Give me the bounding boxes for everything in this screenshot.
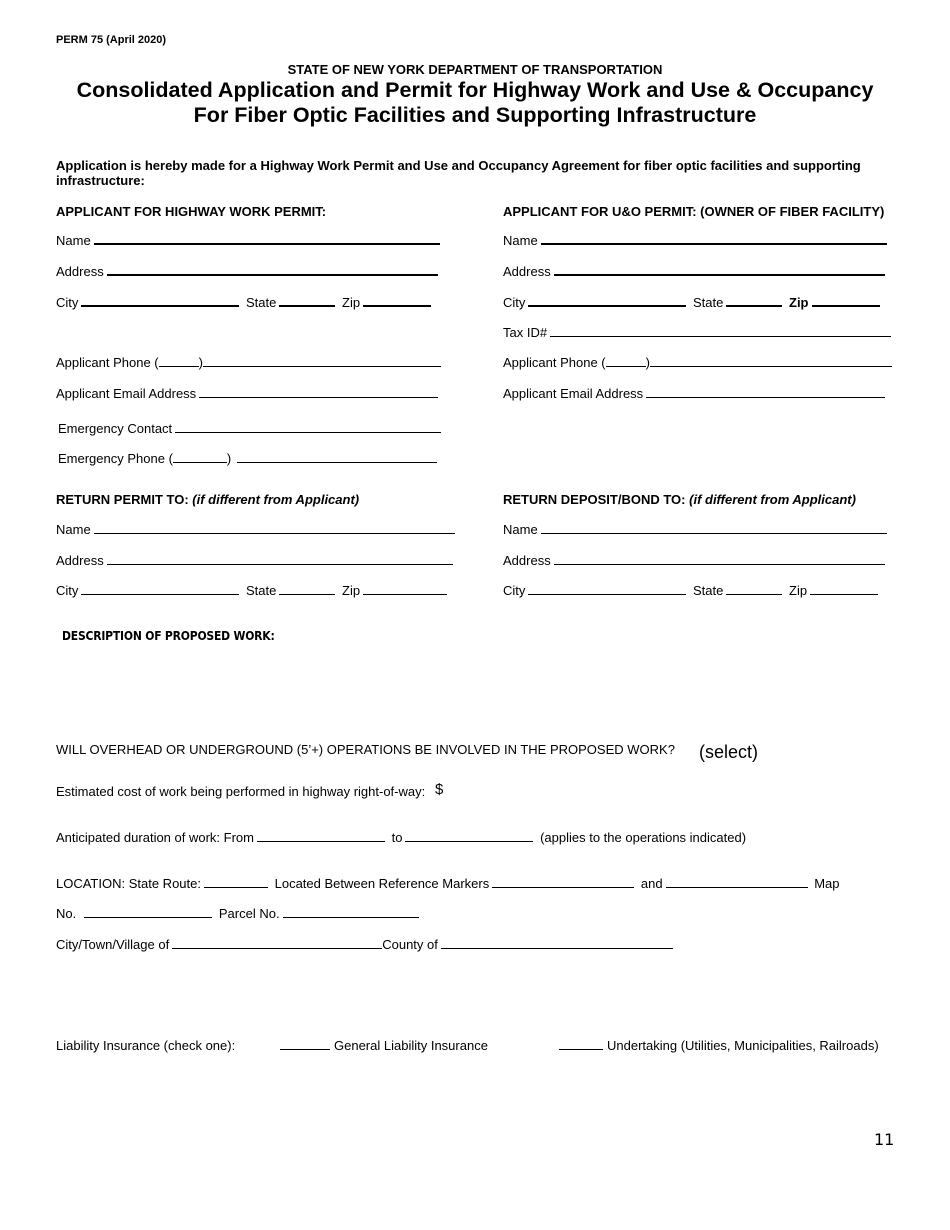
return-permit-heading-text: RETURN PERMIT TO: <box>56 492 189 507</box>
rd-city-label: City <box>503 583 526 598</box>
title-line-1: Consolidated Application and Permit for Highway Work and Use & Occupancy <box>76 78 874 102</box>
title-line-2: For Fiber Optic Facilities and Supporting Infrastructure <box>193 103 757 127</box>
location-map: Map <box>814 876 840 891</box>
rd-city-state-zip[interactable] <box>503 583 881 598</box>
hwp-city-label: City <box>56 295 79 310</box>
operations-question: WILL OVERHEAD OR UNDERGROUND (5’+) OPERATIONS BE INVOLVED IN THE PROPOSED WORK? <box>56 742 675 757</box>
hwp-address-label: Address <box>56 264 104 279</box>
description-heading: DESCRIPTION OF PROPOSED WORK: <box>62 629 275 643</box>
rp-name-field[interactable] <box>56 522 455 537</box>
return-deposit-heading-text: RETURN DEPOSIT/BOND TO: <box>503 492 686 507</box>
rd-state-label: State <box>693 583 724 598</box>
rp-city-label: City <box>56 583 79 598</box>
cost-currency: $ <box>435 781 444 798</box>
rd-name-field[interactable] <box>503 522 887 537</box>
uo-phone-paren: ) <box>645 355 650 370</box>
return-permit-heading-note: (if different from Applicant) <box>192 492 360 507</box>
uo-taxid-field[interactable] <box>503 325 891 340</box>
uo-address-field[interactable] <box>503 264 885 279</box>
return-deposit-heading-note: (if different from Applicant) <box>689 492 856 507</box>
insurance-option-undertaking-label: Undertaking (Utilities, Municipalities, Railroads) <box>607 1038 879 1053</box>
hwp-zip-label: Zip <box>342 295 361 310</box>
uo-phone-field[interactable] <box>503 355 892 370</box>
hwp-email-label: Applicant Email Address <box>56 386 197 401</box>
return-permit-heading <box>56 492 359 507</box>
location-and: and <box>640 876 663 891</box>
hwp-address-field[interactable] <box>56 264 438 279</box>
uo-zip-label: Zip <box>789 295 809 310</box>
page-number: 11 <box>874 1130 895 1149</box>
rp-zip-label: Zip <box>342 583 361 598</box>
agency-name: STATE OF NEW YORK DEPARTMENT OF TRANSPORTATION <box>287 62 663 77</box>
uo-phone-label: Applicant Phone ( <box>503 355 606 370</box>
hwp-emergency-paren: ) <box>226 451 232 466</box>
location-map-parcel-row[interactable] <box>56 906 422 921</box>
cost-label: Estimated cost of work being performed in highway right-of-way: <box>56 784 426 799</box>
operations-select[interactable]: (select) <box>699 742 759 762</box>
uo-city-state-zip[interactable] <box>503 295 883 310</box>
location-between: Located Between Reference Markers <box>274 876 490 891</box>
rp-address-field[interactable] <box>56 553 453 568</box>
hwp-email-field[interactable] <box>56 386 438 401</box>
description-textarea[interactable] <box>56 650 896 726</box>
insurance-option-general[interactable] <box>280 1038 488 1053</box>
rd-address-label: Address <box>503 553 551 568</box>
duration-note: (applies to the operations indicated) <box>540 830 747 845</box>
form-id: PERM 75 (April 2020) <box>56 34 167 46</box>
hwp-city-state-zip[interactable] <box>56 295 434 310</box>
hwp-state-label: State <box>246 295 277 310</box>
page-title <box>0 78 950 128</box>
insurance-label: Liability Insurance (check one): <box>56 1038 236 1053</box>
location-no: No. <box>56 906 77 921</box>
location-parcel: Parcel No. <box>218 906 280 921</box>
uo-name-field[interactable] <box>503 233 887 248</box>
hwp-emergency-phone-field[interactable] <box>58 451 440 466</box>
location-row[interactable] <box>56 876 839 891</box>
uo-heading: APPLICANT FOR U&O PERMIT: (OWNER OF FIBER FACILITY) <box>503 204 885 219</box>
rd-zip-label: Zip <box>789 583 808 598</box>
uo-name-label: Name <box>503 233 538 248</box>
location-city-county-row[interactable] <box>56 937 676 952</box>
rp-city-state-zip[interactable] <box>56 583 450 598</box>
rd-name-label: Name <box>503 522 538 537</box>
uo-email-label: Applicant Email Address <box>503 386 644 401</box>
hwp-name-label: Name <box>56 233 91 248</box>
hwp-emergency-contact-field[interactable] <box>58 421 441 436</box>
duration-label: Anticipated duration of work: From <box>56 830 254 845</box>
hwp-name-field[interactable] <box>56 233 440 248</box>
hwp-emergency-contact-label: Emergency Contact <box>58 421 173 436</box>
duration-to: to <box>391 830 403 845</box>
hwp-emergency-phone-label: Emergency Phone ( <box>58 451 173 466</box>
location-label: LOCATION: State Route: <box>56 876 201 891</box>
rp-name-label: Name <box>56 522 91 537</box>
uo-city-label: City <box>503 295 526 310</box>
return-deposit-heading <box>503 492 856 507</box>
uo-state-label: State <box>693 295 724 310</box>
intro-text: Application is hereby made for a Highway Work Permit and Use and Occupancy Agreement for fiber optic facilities and supporting infrastructure: <box>56 158 861 188</box>
uo-taxid-label: Tax ID# <box>503 325 548 340</box>
insurance-option-general-label: General Liability Insurance <box>334 1038 488 1053</box>
hwp-phone-field[interactable] <box>56 355 441 370</box>
rd-address-field[interactable] <box>503 553 885 568</box>
rp-state-label: State <box>246 583 277 598</box>
location-county: County of <box>382 937 438 952</box>
rp-address-label: Address <box>56 553 104 568</box>
location-city: City/Town/Village of <box>56 937 170 952</box>
hwp-phone-paren: ) <box>198 355 203 370</box>
cost-input[interactable] <box>448 780 648 800</box>
uo-email-field[interactable] <box>503 386 885 401</box>
uo-address-label: Address <box>503 264 551 279</box>
hwp-phone-label: Applicant Phone ( <box>56 355 159 370</box>
insurance-option-undertaking[interactable] <box>559 1038 879 1053</box>
duration-row[interactable] <box>56 830 746 845</box>
hwp-heading: APPLICANT FOR HIGHWAY WORK PERMIT: <box>56 204 327 219</box>
